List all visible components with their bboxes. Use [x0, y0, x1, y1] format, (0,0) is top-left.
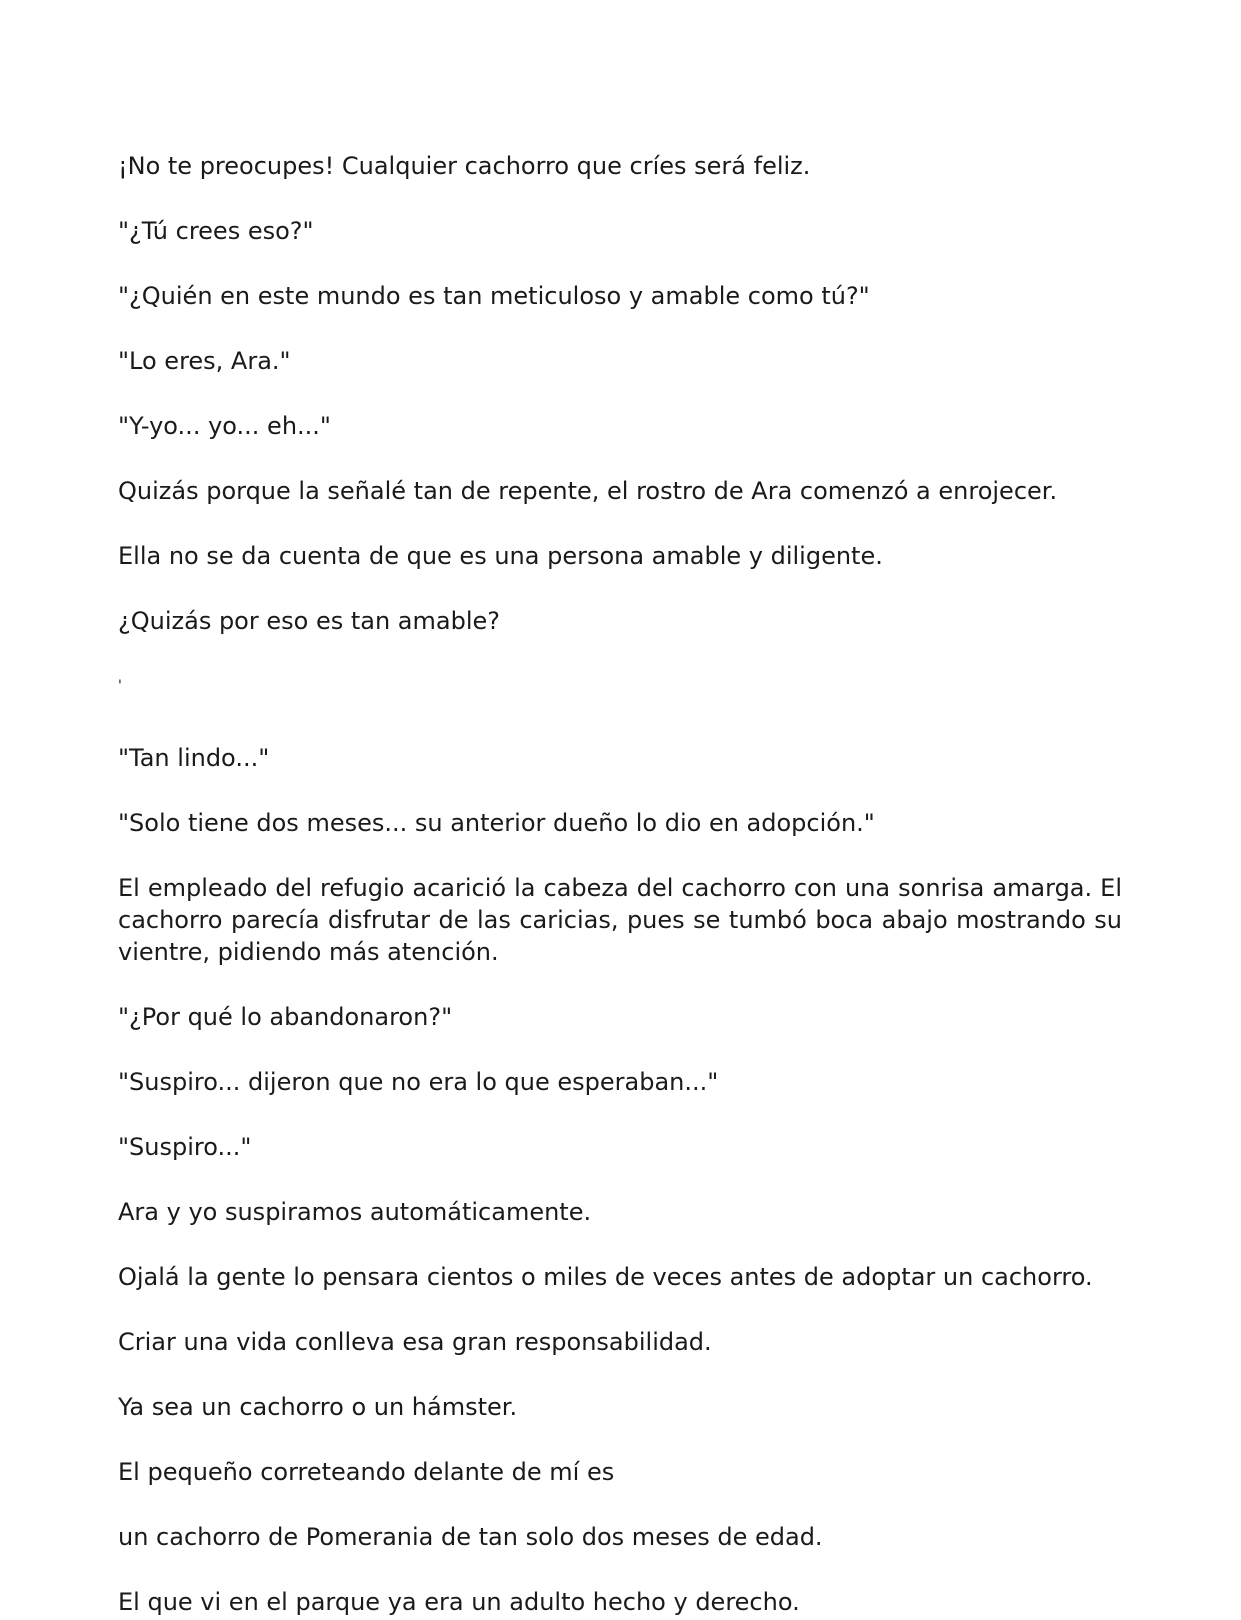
- paragraph: un cachorro de Pomerania de tan solo dos meses de edad.: [118, 1523, 823, 1551]
- paragraph: "Suspiro... dijeron que no era lo que esperaban...": [118, 1068, 719, 1096]
- paragraph: "Tan lindo...": [118, 744, 270, 772]
- paragraph: El pequeño correteando delante de mí es: [118, 1458, 615, 1486]
- paragraph: "¿Tú crees eso?": [118, 217, 314, 245]
- paragraph: Ojalá la gente lo pensara cientos o miles de veces antes de adoptar un cachorro.: [118, 1263, 1093, 1291]
- paragraph: ¡No te preocupes! Cualquier cachorro que críes será feliz.: [118, 152, 811, 180]
- paragraph: Quizás porque la señalé tan de repente, el rostro de Ara comenzó a enrojecer.: [118, 477, 1058, 505]
- paragraph: "Y-yo... yo... eh...": [118, 412, 331, 440]
- document-body: [118, 150, 1122, 1620]
- paragraph: Ara y yo suspiramos automáticamente.: [118, 1198, 592, 1226]
- paragraph: El que vi en el parque ya era un adulto hecho y derecho.: [118, 1588, 800, 1616]
- paragraph: "Suspiro...": [118, 1133, 252, 1161]
- paragraph: ¿Quizás por eso es tan amable?: [118, 607, 500, 635]
- paragraph: "Solo tiene dos meses... su anterior dueño lo dio en adopción.": [118, 809, 875, 837]
- paragraph: El empleado del refugio acarició la cabeza del cachorro con una sonrisa amarga. El cachorro parecía disfrutar de las caricias, pues se tumbó boca abajo mostrando su vientre, pidiendo más atención.: [118, 874, 1122, 966]
- paragraph: "Lo eres, Ara.": [118, 347, 291, 375]
- paragraph: "¿Por qué lo abandonaron?": [118, 1003, 453, 1031]
- paragraph: "¿Quién en este mundo es tan meticuloso y amable como tú?": [118, 282, 870, 310]
- paragraph: Ya sea un cachorro o un hámster.: [118, 1393, 518, 1421]
- paragraph: Criar una vida conlleva esa gran responsabilidad.: [118, 1328, 712, 1356]
- stray-mark: ': [118, 678, 122, 694]
- paragraph: Ella no se da cuenta de que es una persona amable y diligente.: [118, 542, 883, 570]
